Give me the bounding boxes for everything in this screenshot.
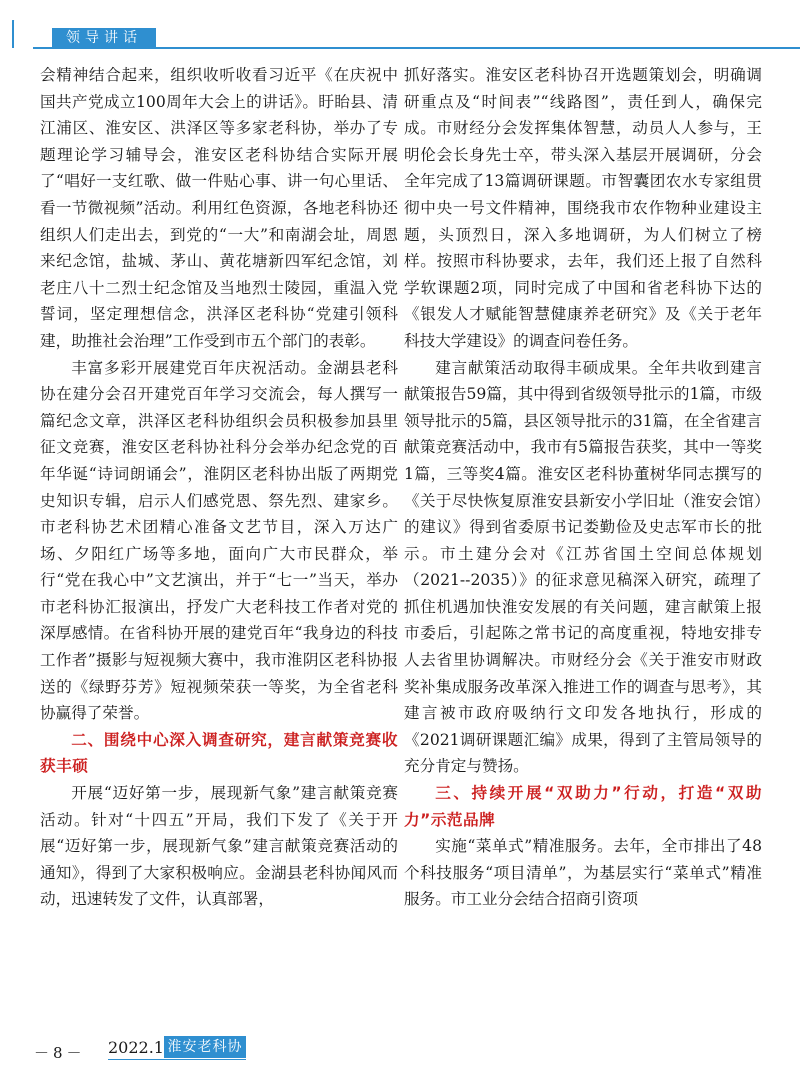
section-label: 领导讲话 (52, 28, 156, 49)
paragraph: 抓好落实。淮安区老科协召开选题策划会，明确调研重点及“时间表”“线路图”，责任到人，确保完成。市财经分会发挥集体智慧，动员人人参与，王明伦会长身先士卒，带头深入基层开展调研，分会全年完成了13篇调研课题。市智囊团农水专家组贯彻中央一号文件精神，围绕我市农作物种业建设主题，头顶烈日，深入多地调研，为人们树立了榜样。按照市科协要求，去年，我们还上报了自然科学软课题2项，同时完成了中国和省老科协下达的《银发人才赋能智慧健康养老研究》及《关于老年科技大学建设》的调查问卷任务。 (404, 66, 762, 350)
left-column (40, 62, 398, 913)
paragraph: 丰富多彩开展建党百年庆祝活动。金湖县老科协在建分会召开建党百年学习交流会，每人撰写一篇纪念文章，洪泽区老科协组织会员积极参加县里征文竞赛，淮安区老科协社科分会举办纪念党的百年华诞“诗词朗诵会”，淮阴区老科协出版了两期党史知识专辑，启示人们感党恩、祭先烈、建家乡。市老科协艺术团精心准备文艺节目，深入万达广场、夕阳红广场等多地，面向广大市民群众，举行“党在我心中”文艺演出，并于“七一”当天，举办市老科协汇报演出，抒发广大老科技工作者对党的深厚感情。在省科协开展的建党百年“我身边的科技工作者”摄影与短视频大赛中，我市淮阴区老科协报送的《绿野芬芳》短视频荣获一等奖，为全省老科协赢得了荣誉。 (40, 358, 398, 723)
paragraph: 开展“迈好第一步，展现新气象”建言献策竞赛活动。针对“十四五”开局，我们下发了《关于开展“迈好第一步，展现新气象”建言献策竞赛活动的通知》，得到了大家积极响应。金湖县老科协闻风而动，迅速转发了文件，认真部署， (40, 784, 398, 909)
paragraph: 实施“菜单式”精准服务。去年，全市排出了48个科技服务“项目清单”，为基层实行“菜单式”精准服务。市工业分会结合招商引资项 (404, 837, 762, 909)
header-curve-decoration (12, 0, 52, 48)
footer-rule (108, 1059, 246, 1060)
journal-name: 淮安老科协 (164, 1036, 246, 1058)
paragraph: 建言献策活动取得丰硕成果。全年共收到建言献策报告59篇，其中得到省级领导批示的1篇，市级领导批示的5篇，县区领导批示的31篇，在全省建言献策竞赛活动中，我市有5篇报告获奖，其中一等奖1篇，三等奖4篇。淮安区老科协董树华同志撰写的《关于尽快恢复原淮安县新安小学旧址（淮安会馆）的建议》得到省委原书记娄勤俭及史志军市长的批示。市土建分会对《江苏省国土空间总体规划（2021--2035）》的征求意见稿深入研究，疏理了抓住机遇加快淮安发展的有关问题，建言献策上报市委后，引起陈之常书记的高度重视，特地安排专人去省里协调解决。市财经分会《关于淮安市财政奖补集成服务改革深入推进工作的调查与思考》，其建言被市政府吸纳行文印发各地执行，形成的《2021调研课题汇编》成果，得到了主管局领导的充分肯定与赞扬。 (404, 358, 762, 776)
page-number: －8－ (34, 1044, 86, 1062)
page-footer (0, 1030, 800, 1070)
right-column (404, 62, 762, 913)
section-heading: 二、围绕中心深入调查研究，建言献策竞赛收获丰硕 (40, 730, 398, 776)
issue-number: 2022.1 (108, 1038, 164, 1057)
paragraph: 会精神结合起来，组织收听收看习近平《在庆祝中国共产党成立100周年大会上的讲话》。盱眙县、清江浦区、淮安区、洪泽区等多家老科协，举办了专题理论学习辅导会，淮安区老科协结合实际开展了“唱好一支红歌、做一件贴心事、讲一句心里话、看一节微视频”活动。利用红色资源，各地老科协还组织人们走出去，到党的“一大”和南湖会址，周恩来纪念馆，盐城、茅山、黄花塘新四军纪念馆，刘老庄八十二烈士纪念馆及当地烈士陵园，重温入党誓词，坚定理想信念，洪泽区老科协“党建引领科建，助推社会治理”工作受到市五个部门的表彰。 (40, 66, 398, 350)
section-heading: 三、持续开展“双助力”行动，打造“双助力”示范品牌 (404, 784, 762, 829)
page-header (0, 0, 800, 58)
